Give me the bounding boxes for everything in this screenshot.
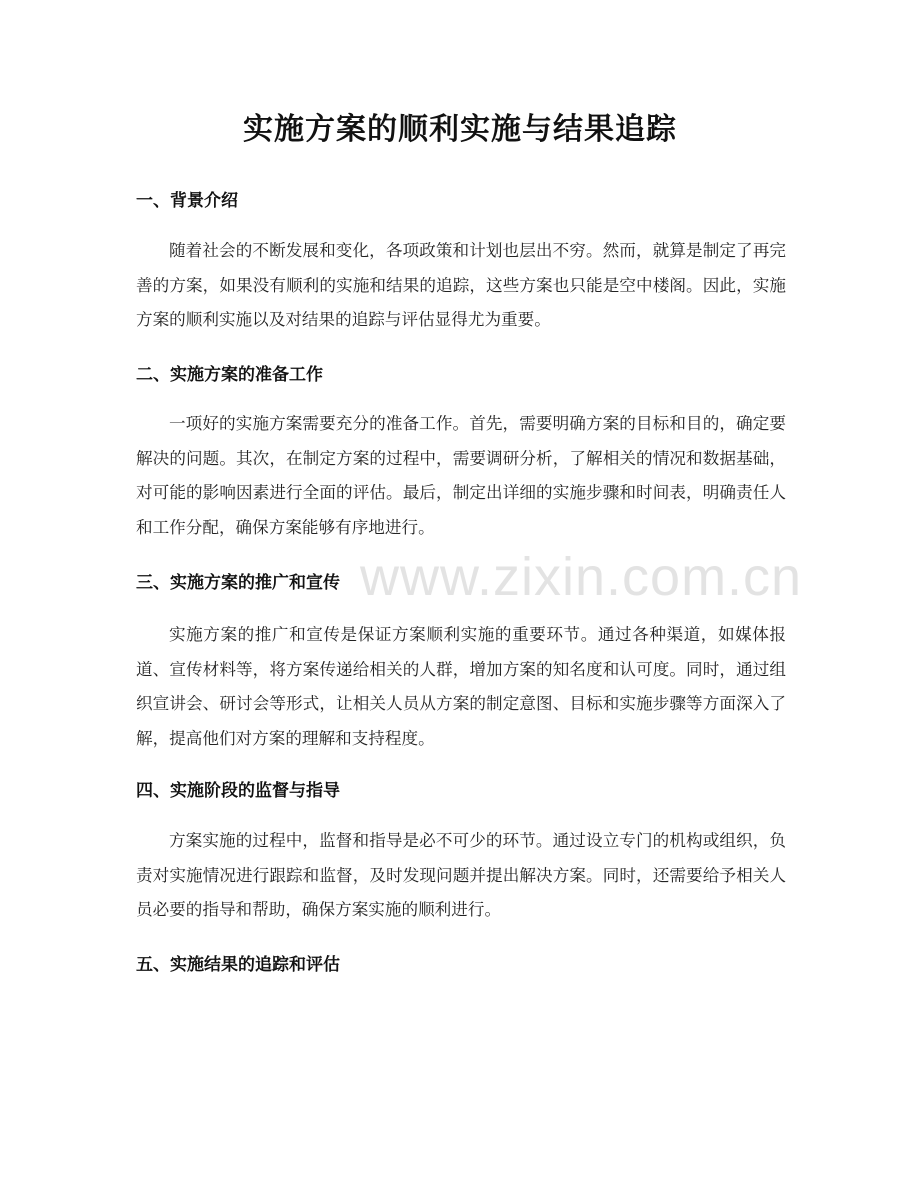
- section-paragraph-3: 实施方案的推广和宣传是保证方案顺利实施的重要环节。通过各种渠道，如媒体报道、宣传材料等，将方案传递给相关的人群，增加方案的知名度和认可度。同时，通过组织宣讲会、研讨会等形式，让相关人员从方案的制定意图、目标和实施步骤等方面深入了解，提高他们对方案的理解和支持程度。: [136, 625, 786, 748]
- section-heading-3: 三、实施方案的推广和宣传: [136, 573, 340, 593]
- watermark: www.zixin.com.cn: [360, 547, 803, 607]
- section-paragraph-4: 方案实施的过程中，监督和指导是必不可少的环节。通过设立专门的机构或组织，负责对实施情况进行跟踪和监督，及时发现问题并提出解决方案。同时，还需要给予相关人员必要的指导和帮助，确保方案实施的顺利进行。: [136, 831, 786, 919]
- section-heading-5: 五、实施结果的追踪和评估: [136, 955, 340, 975]
- section-heading-4: 四、实施阶段的监督与指导: [136, 781, 340, 801]
- section-heading-2: 二、实施方案的准备工作: [136, 365, 323, 385]
- section-paragraph-2: 一项好的实施方案需要充分的准备工作。首先，需要明确方案的目标和目的，确定要解决的问题。其次，在制定方案的过程中，需要调研分析，了解相关的情况和数据基础，对可能的影响因素进行全面的评估。最后，制定出详细的实施步骤和时间表，明确责任人和工作分配，确保方案能够有序地进行。: [136, 414, 786, 537]
- section-heading-1: 一、背景介绍: [136, 191, 238, 211]
- document-title: 实施方案的顺利实施与结果追踪: [243, 112, 677, 147]
- section-paragraph-1: 随着社会的不断发展和变化，各项政策和计划也层出不穷。然而，就算是制定了再完善的方案，如果没有顺利的实施和结果的追踪，这些方案也只能是空中楼阁。因此，实施方案的顺利实施以及对结果的追踪与评估显得尤为重要。: [136, 241, 786, 329]
